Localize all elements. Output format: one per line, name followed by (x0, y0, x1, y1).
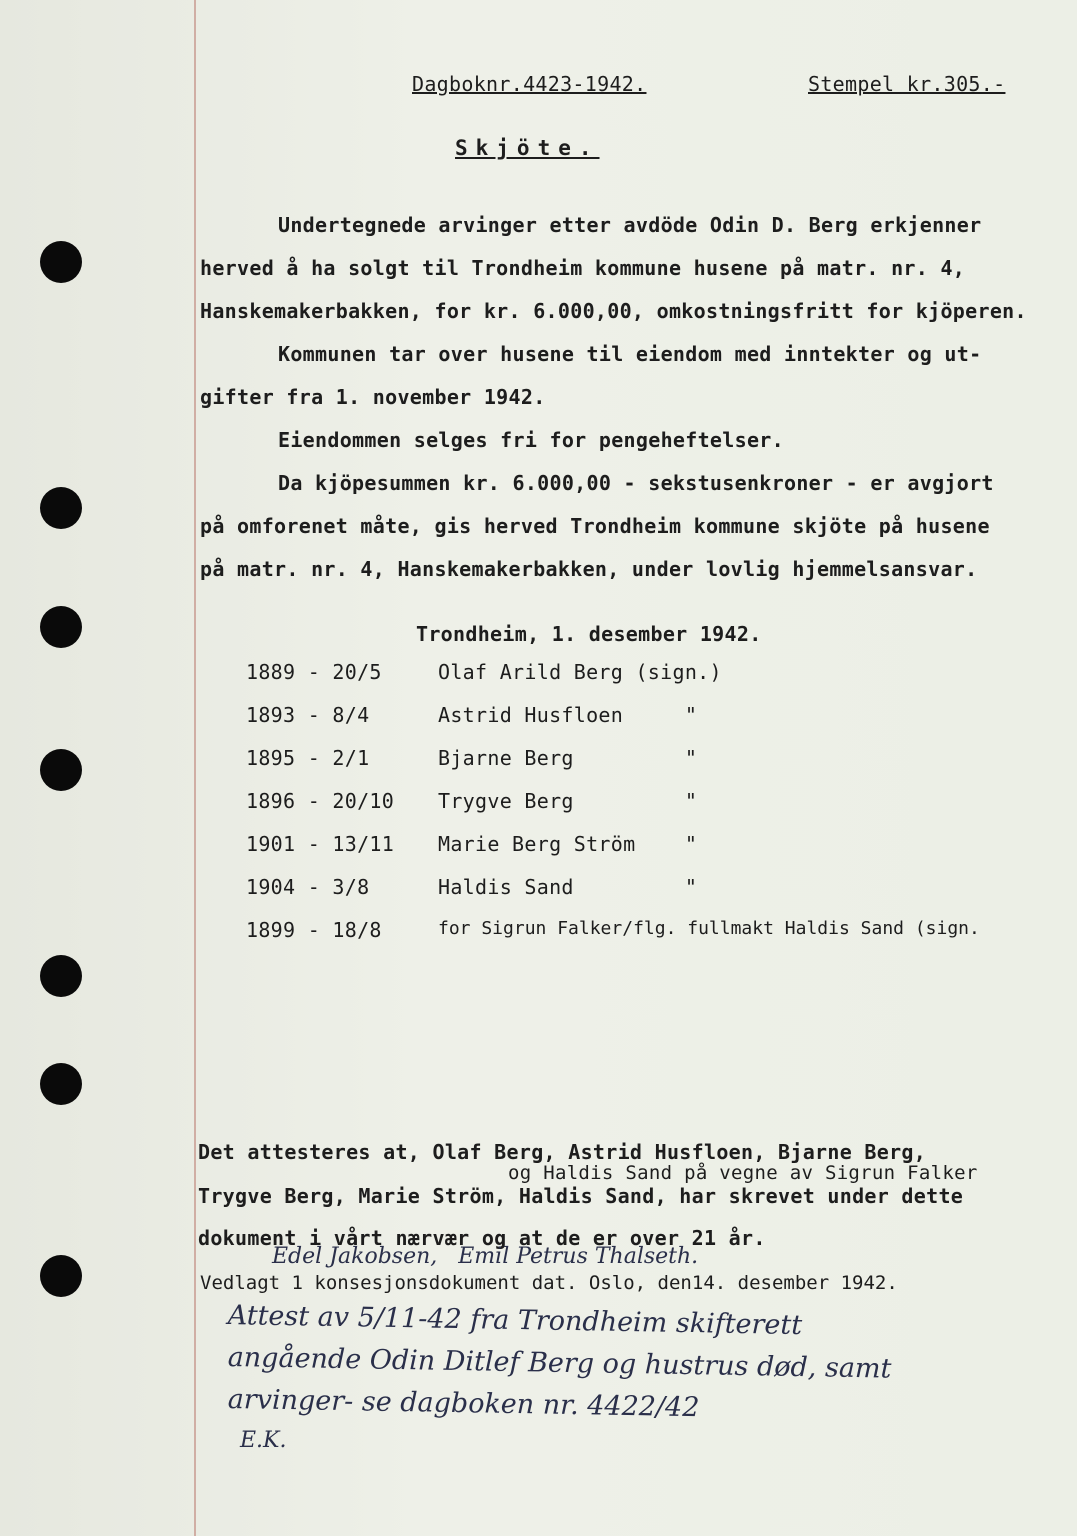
punch-hole (40, 1063, 82, 1105)
handwritten-note: arvinger- se dagboken nr. 4422/42 (227, 1384, 700, 1424)
signer-date: 1893 - 8/4 (246, 703, 370, 727)
handwritten-note: Attest av 5/11-42 fra Trondheim skifterett (227, 1300, 803, 1342)
punch-hole (40, 487, 82, 529)
punch-hole (40, 606, 82, 648)
attest-line: Det attesteres at, Olaf Berg, Astrid Husfloen, Bjarne Berg, (198, 1140, 927, 1164)
attest-insert: og Haldis Sand på vegne av Sigrun Falker (508, 1162, 978, 1184)
body-line: Da kjöpesummen kr. 6.000,00 - sekstusenkroner - er avgjort (278, 471, 994, 495)
punch-hole (40, 241, 82, 283)
signer-date: 1899 - 18/8 (246, 918, 382, 942)
signer-name: Astrid Husfloen " (438, 703, 698, 727)
signer-name: for Sigrun Falker/flg. fullmakt Haldis Sand (sign. (438, 918, 980, 939)
body-line: på omforenet måte, gis herved Trondheim kommune skjöte på husene (200, 514, 990, 538)
body-line: Kommunen tar over husene til eiendom med inntekter og ut- (278, 342, 982, 366)
dagbok-number: Dagboknr.4423-1942. (412, 72, 647, 96)
punch-hole (40, 955, 82, 997)
signer-date: 1895 - 2/1 (246, 746, 370, 770)
handwritten-note: angående Odin Ditlef Berg og hustrus død, samt (227, 1342, 892, 1385)
attest-line: Trygve Berg, Marie Ström, Haldis Sand, har skrevet under dette (198, 1184, 964, 1208)
signer-date: 1904 - 3/8 (246, 875, 370, 899)
body-line: herved å ha solgt til Trondheim kommune husene på matr. nr. 4, (200, 256, 966, 280)
margin-line (194, 0, 196, 1536)
body-line: på matr. nr. 4, Hanskemakerbakken, under lovlig hjemmelsansvar. (200, 557, 978, 581)
signer-name: Olaf Arild Berg (sign.) (438, 660, 722, 684)
signer-date: 1901 - 13/11 (246, 832, 395, 856)
stamp-fee: Stempel kr.305.- (808, 72, 1006, 96)
place-date: Trondheim, 1. desember 1942. (416, 622, 762, 646)
handwritten-initials: E.K. (240, 1428, 287, 1453)
attest-line: dokument i vårt nærvær og at de er over 21 år. (198, 1226, 766, 1250)
signer-date: 1896 - 20/10 (246, 789, 395, 813)
signer-name: Haldis Sand " (438, 875, 698, 899)
signer-name: Marie Berg Ström " (438, 832, 698, 856)
body-line: gifter fra 1. november 1942. (200, 385, 546, 409)
witness-signatures: Edel Jakobsen, Emil Petrus Thalseth. (272, 1244, 699, 1269)
signer-name: Bjarne Berg " (438, 746, 698, 770)
document-title: Skjöte. (455, 136, 600, 160)
punch-hole (40, 1255, 82, 1297)
signer-name: Trygve Berg " (438, 789, 698, 813)
punch-hole (40, 749, 82, 791)
body-line: Eiendommen selges fri for pengeheftelser. (278, 428, 784, 452)
attachment-note: Vedlagt 1 konsesjonsdokument dat. Oslo, den14. desember 1942. (200, 1272, 898, 1294)
signer-date: 1889 - 20/5 (246, 660, 382, 684)
body-line: Hanskemakerbakken, for kr. 6.000,00, omkostningsfritt for kjöperen. (200, 299, 1027, 323)
body-line: Undertegnede arvinger etter avdöde Odin D. Berg erkjenner (278, 213, 982, 237)
